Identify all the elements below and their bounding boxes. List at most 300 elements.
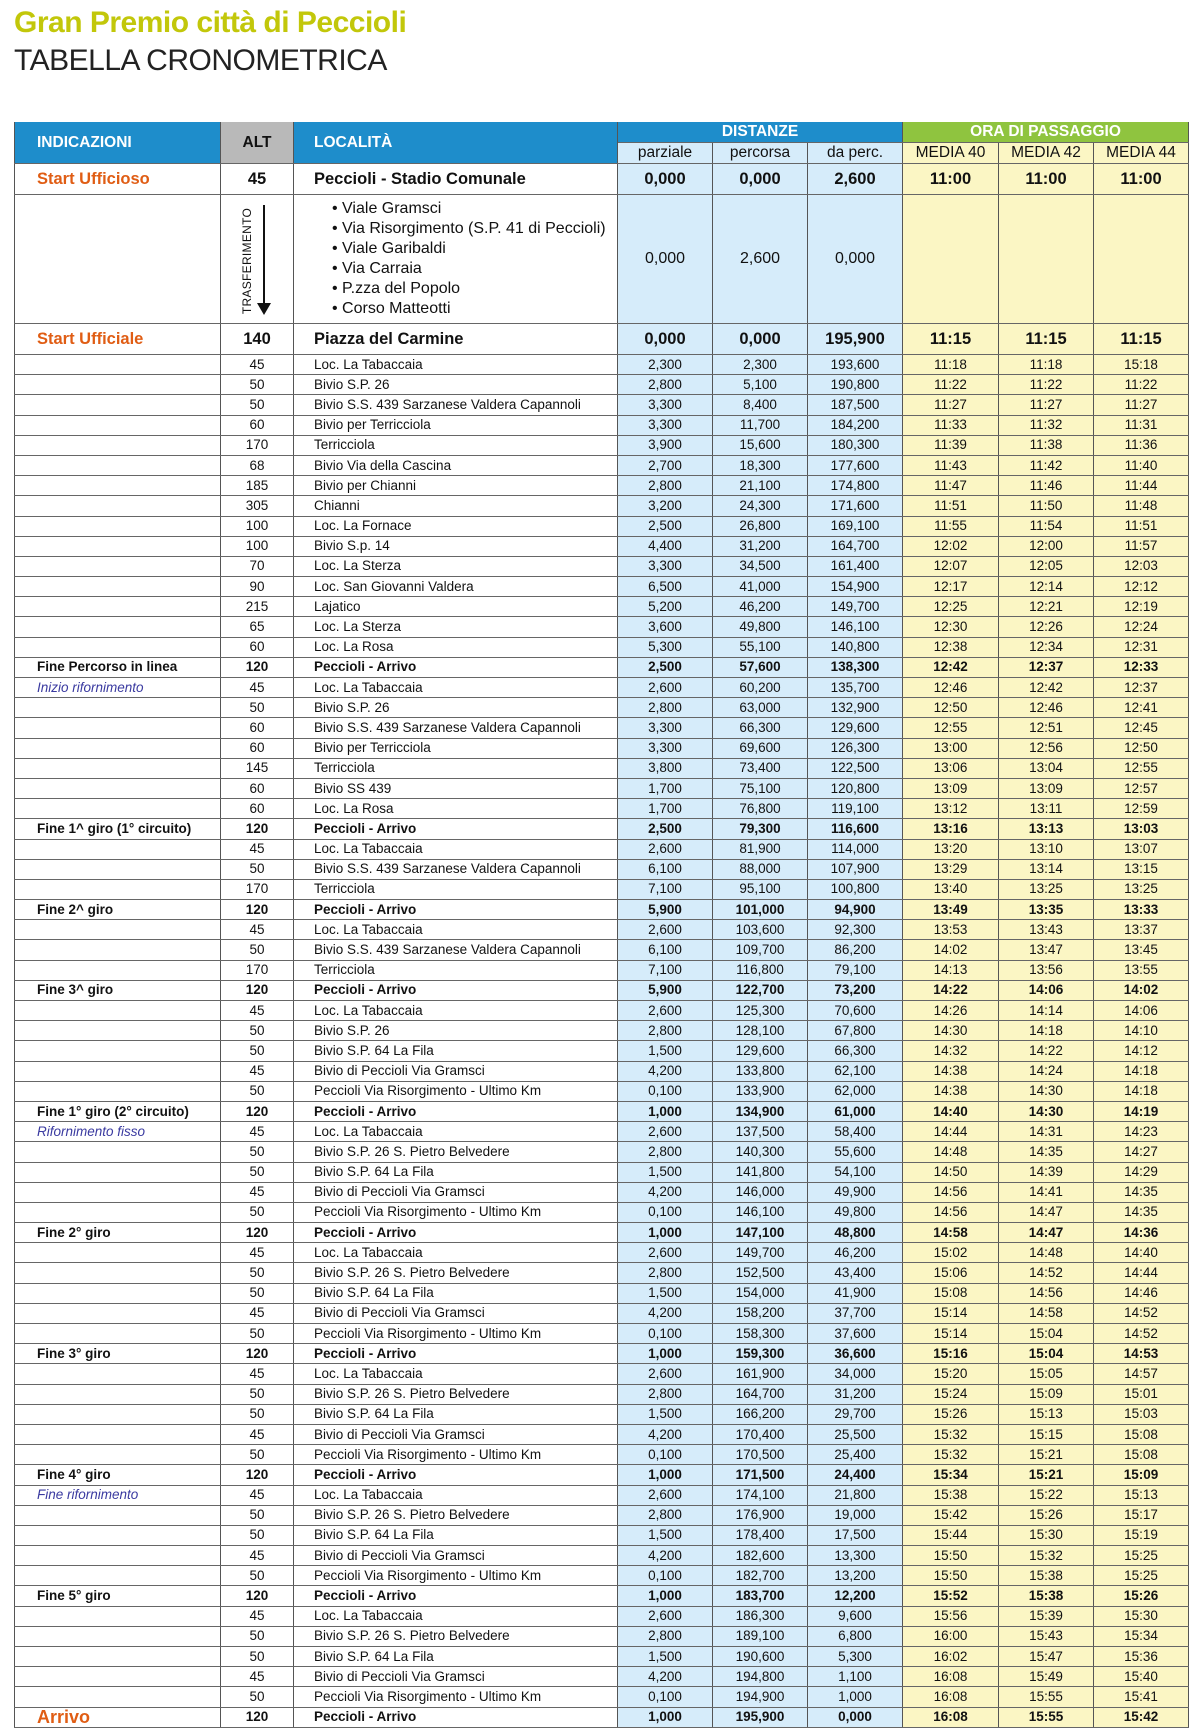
row-indicazione: Inizio rifornimento [15,678,221,698]
row-da-perc: 12,200 [808,1586,903,1606]
row-da-perc: 1,000 [808,1687,903,1707]
row-percorsa: 140,300 [713,1142,808,1162]
row-media-44: 12:31 [1094,637,1189,657]
row-parziale: 3,300 [618,718,713,738]
row-parziale: 2,600 [618,1485,713,1505]
row-localita: Peccioli Via Risorgimento - Ultimo Km [294,1324,618,1344]
row-percorsa: 129,600 [713,1041,808,1061]
row-localita: Peccioli - Arrivo [294,1707,618,1727]
row-localita: Bivio S.P. 26 [294,375,618,395]
row-media-40: 13:12 [903,799,999,819]
table-body [15,164,1189,1728]
row-indicazione [15,1647,221,1667]
table-row [15,1586,1189,1606]
row-alt: 120 [221,1586,294,1606]
row-indicazione: Fine 2° giro [15,1223,221,1243]
row-media-44: 11:57 [1094,536,1189,556]
row-media-42: 12:14 [999,577,1094,597]
row-percorsa: 69,600 [713,738,808,758]
row-alt: 170 [221,960,294,980]
row-parziale: 1,500 [618,1041,713,1061]
row-localita: Bivio Via della Cascina [294,455,618,475]
table-row [15,435,1189,455]
row-alt: 50 [221,1263,294,1283]
row-alt: 50 [221,375,294,395]
row-alt: 45 [221,1364,294,1384]
table-row [15,577,1189,597]
row-media-44: 14:36 [1094,1223,1189,1243]
row-indicazione: Fine 1° giro (2° circuito) [15,1101,221,1121]
row-media-44: 13:25 [1094,879,1189,899]
row-localita: Peccioli - Arrivo [294,900,618,920]
row-media-40: 11:27 [903,395,999,415]
row-media-40: 15:52 [903,1586,999,1606]
transfer-time-empty [903,195,999,324]
row-parziale: 1,700 [618,778,713,798]
row-indicazione: Fine 3^ giro [15,980,221,1000]
row-media-42: 13:43 [999,920,1094,940]
row-localita: Peccioli Via Risorgimento - Ultimo Km [294,1202,618,1222]
row-indicazione [15,1626,221,1646]
row-parziale: 5,200 [618,597,713,617]
row-media-42: 11:38 [999,435,1094,455]
table-row [15,1021,1189,1041]
row-indicazione [15,839,221,859]
row-da-perc: 100,800 [808,879,903,899]
transfer-distance: 0,000 [808,195,903,324]
row-percorsa: 133,800 [713,1061,808,1081]
row-alt: 50 [221,1505,294,1525]
row-alt: 45 [221,1424,294,1444]
row-da-perc: 62,100 [808,1061,903,1081]
table-row [15,799,1189,819]
row-media-44: 14:53 [1094,1344,1189,1364]
row-media-40: 14:02 [903,940,999,960]
row-media-40: 15:56 [903,1606,999,1626]
row-media-44: 14:44 [1094,1263,1189,1283]
table-row [15,455,1189,475]
row-media-44: 11:48 [1094,496,1189,516]
row-media-42: 14:48 [999,1243,1094,1263]
row-parziale: 1,000 [618,1101,713,1121]
row-alt: 45 [221,1303,294,1323]
table-row [15,1122,1189,1142]
row-media-40: 13:20 [903,839,999,859]
row-alt: 45 [221,1606,294,1626]
row-media-42: 12:46 [999,698,1094,718]
row-percorsa: 46,200 [713,597,808,617]
row-parziale: 4,200 [618,1546,713,1566]
row-percorsa: 166,200 [713,1404,808,1424]
row-media-42: 11:46 [999,476,1094,496]
row-media-40: 14:48 [903,1142,999,1162]
row-media-44: 12:50 [1094,738,1189,758]
row-indicazione [15,1546,221,1566]
row-indicazione [15,1061,221,1081]
row-parziale: 0,100 [618,1324,713,1344]
row-localita: Bivio S.P. 26 S. Pietro Belvedere [294,1263,618,1283]
table-row [15,516,1189,536]
row-alt: 45 [221,1122,294,1142]
row-localita: Bivio di Peccioli Via Gramsci [294,1546,618,1566]
row-percorsa: 11,700 [713,415,808,435]
table-row [15,1162,1189,1182]
row-indicazione: Fine rifornimento [15,1485,221,1505]
row-parziale: 1,000 [618,1344,713,1364]
row-parziale: 1,700 [618,799,713,819]
row-media-44: 14:46 [1094,1283,1189,1303]
row-parziale: 2,600 [618,1364,713,1384]
row-indicazione [15,435,221,455]
row-indicazione [15,637,221,657]
row-percorsa: 95,100 [713,879,808,899]
row-alt: 50 [221,1566,294,1586]
row-media-42: 11:15 [999,324,1094,355]
row-da-perc: 161,400 [808,556,903,576]
row-localita: Piazza del Carmine [294,324,618,355]
row-media-42: 13:14 [999,859,1094,879]
row-media-40: 11:33 [903,415,999,435]
row-media-40: 13:53 [903,920,999,940]
row-media-42: 14:31 [999,1122,1094,1142]
row-media-40: 15:32 [903,1445,999,1465]
row-percorsa: 26,800 [713,516,808,536]
table-row [15,1606,1189,1626]
row-alt: 50 [221,1525,294,1545]
row-localita: Loc. La Tabaccaia [294,678,618,698]
row-media-40: 11:55 [903,516,999,536]
row-percorsa: 194,900 [713,1687,808,1707]
row-alt: 45 [221,164,294,195]
row-percorsa: 122,700 [713,980,808,1000]
row-media-40: 11:47 [903,476,999,496]
header-media-42: MEDIA 42 [999,143,1094,164]
transfer-streets [294,195,618,324]
row-localita: Loc. La Tabaccaia [294,1122,618,1142]
row-media-42: 11:22 [999,375,1094,395]
row-media-42: 15:30 [999,1525,1094,1545]
row-media-42: 11:54 [999,516,1094,536]
row-da-perc: 21,800 [808,1485,903,1505]
row-da-perc: 37,700 [808,1303,903,1323]
row-percorsa: 5,100 [713,375,808,395]
row-percorsa: 103,600 [713,920,808,940]
row-percorsa: 34,500 [713,556,808,576]
row-alt: 45 [221,355,294,375]
row-localita: Loc. La Sterza [294,556,618,576]
row-media-44: 15:09 [1094,1465,1189,1485]
row-percorsa: 125,300 [713,1001,808,1021]
row-percorsa: 176,900 [713,1505,808,1525]
row-media-42: 11:00 [999,164,1094,195]
street-item: • Via Carraia [332,259,617,279]
row-localita: Bivio S.S. 439 Sarzanese Valdera Capannoli [294,940,618,960]
row-alt: 50 [221,1021,294,1041]
row-localita: Peccioli - Stadio Comunale [294,164,618,195]
row-localita: Bivio SS 439 [294,778,618,798]
row-parziale: 1,500 [618,1647,713,1667]
table-row [15,1182,1189,1202]
table-row [15,859,1189,879]
row-media-40: 15:14 [903,1303,999,1323]
row-media-44: 15:42 [1094,1707,1189,1727]
row-media-42: 14:47 [999,1202,1094,1222]
row-alt: 305 [221,496,294,516]
row-alt: 170 [221,879,294,899]
row-media-42: 15:13 [999,1404,1094,1424]
row-percorsa: 178,400 [713,1525,808,1545]
table-row [15,1445,1189,1465]
row-alt: 50 [221,1162,294,1182]
row-media-42: 12:56 [999,738,1094,758]
row-localita: Bivio S.p. 14 [294,536,618,556]
row-da-perc: 1,100 [808,1667,903,1687]
row-indicazione [15,1243,221,1263]
row-alt: 60 [221,718,294,738]
row-media-40: 15:34 [903,1465,999,1485]
row-media-40: 11:22 [903,375,999,395]
row-media-44: 13:37 [1094,920,1189,940]
row-indicazione: Fine 1^ giro (1° circuito) [15,819,221,839]
row-media-42: 13:04 [999,758,1094,778]
row-parziale: 3,300 [618,395,713,415]
row-da-perc: 29,700 [808,1404,903,1424]
row-parziale: 3,300 [618,556,713,576]
row-media-44: 13:03 [1094,819,1189,839]
row-media-44: 14:29 [1094,1162,1189,1182]
table-row [15,1303,1189,1323]
table-row [15,698,1189,718]
row-percorsa: 75,100 [713,778,808,798]
row-indicazione [15,799,221,819]
row-media-42: 15:38 [999,1586,1094,1606]
row-indicazione: Start Ufficioso [15,164,221,195]
row-localita: Loc. La Rosa [294,637,618,657]
row-parziale: 2,800 [618,375,713,395]
row-media-44: 12:03 [1094,556,1189,576]
row-alt: 50 [221,1283,294,1303]
row-media-42: 14:47 [999,1223,1094,1243]
row-parziale: 3,200 [618,496,713,516]
table-row [15,1223,1189,1243]
row-da-perc: 9,600 [808,1606,903,1626]
row-parziale: 2,800 [618,1021,713,1041]
table-row [15,1001,1189,1021]
row-media-42: 12:26 [999,617,1094,637]
row-media-42: 15:21 [999,1445,1094,1465]
row-parziale: 3,800 [618,758,713,778]
row-media-42: 15:43 [999,1626,1094,1646]
row-parziale: 2,800 [618,1505,713,1525]
row-da-perc: 174,800 [808,476,903,496]
row-da-perc: 46,200 [808,1243,903,1263]
row-localita: Bivio di Peccioli Via Gramsci [294,1424,618,1444]
row-alt: 70 [221,556,294,576]
row-media-44: 11:51 [1094,516,1189,536]
row-da-perc: 58,400 [808,1122,903,1142]
row-alt: 50 [221,1626,294,1646]
row-localita: Peccioli - Arrivo [294,1101,618,1121]
row-localita: Loc. La Fornace [294,516,618,536]
row-alt: 50 [221,1041,294,1061]
row-localita: Bivio di Peccioli Via Gramsci [294,1182,618,1202]
row-media-44: 14:52 [1094,1324,1189,1344]
row-da-perc: 36,600 [808,1344,903,1364]
row-localita: Bivio S.P. 64 La Fila [294,1283,618,1303]
row-media-42: 13:11 [999,799,1094,819]
row-percorsa: 146,100 [713,1202,808,1222]
row-media-44: 14:02 [1094,980,1189,1000]
table-row [15,476,1189,496]
row-media-42: 14:35 [999,1142,1094,1162]
row-localita: Terricciola [294,879,618,899]
row-media-44: 15:41 [1094,1687,1189,1707]
row-indicazione [15,778,221,798]
row-media-44: 15:30 [1094,1606,1189,1626]
table-row [15,1243,1189,1263]
transfer-distance: 2,600 [713,195,808,324]
row-alt: 45 [221,920,294,940]
table-row [15,1404,1189,1424]
row-media-42: 15:21 [999,1465,1094,1485]
row-media-42: 11:32 [999,415,1094,435]
row-localita: Loc. San Giovanni Valdera [294,577,618,597]
row-da-perc: 49,800 [808,1202,903,1222]
row-percorsa: 116,800 [713,960,808,980]
header-localita: LOCALITÀ [294,122,618,164]
row-parziale: 1,000 [618,1465,713,1485]
row-media-42: 11:27 [999,395,1094,415]
row-alt: 60 [221,738,294,758]
table-row [15,164,1189,195]
row-parziale: 5,900 [618,900,713,920]
row-parziale: 2,600 [618,1243,713,1263]
header-media-40: MEDIA 40 [903,143,999,164]
row-indicazione [15,879,221,899]
table-row [15,637,1189,657]
table-row [15,1667,1189,1687]
row-media-40: 14:38 [903,1061,999,1081]
row-indicazione: Rifornimento fisso [15,1122,221,1142]
row-media-42: 14:24 [999,1061,1094,1081]
row-indicazione [15,920,221,940]
row-media-42: 15:05 [999,1364,1094,1384]
row-media-44: 11:00 [1094,164,1189,195]
row-localita: Terricciola [294,960,618,980]
row-parziale: 1,500 [618,1525,713,1545]
row-localita: Peccioli - Arrivo [294,657,618,677]
row-da-perc: 193,600 [808,355,903,375]
row-percorsa: 182,600 [713,1546,808,1566]
row-da-perc: 17,500 [808,1525,903,1545]
row-localita: Terricciola [294,435,618,455]
row-media-42: 14:30 [999,1101,1094,1121]
row-localita: Bivio S.P. 26 S. Pietro Belvedere [294,1142,618,1162]
row-localita: Loc. La Sterza [294,617,618,637]
table-row [15,1546,1189,1566]
row-media-44: 15:34 [1094,1626,1189,1646]
row-media-42: 13:25 [999,879,1094,899]
row-indicazione [15,1404,221,1424]
row-parziale: 5,900 [618,980,713,1000]
row-media-44: 13:07 [1094,839,1189,859]
row-da-perc: 13,300 [808,1546,903,1566]
row-media-40: 16:08 [903,1707,999,1727]
row-percorsa: 8,400 [713,395,808,415]
row-indicazione [15,1505,221,1525]
row-media-40: 12:02 [903,536,999,556]
row-parziale: 2,800 [618,1142,713,1162]
row-parziale: 1,000 [618,1586,713,1606]
row-da-perc: 184,200 [808,415,903,435]
row-localita: Loc. La Rosa [294,799,618,819]
row-alt: 215 [221,597,294,617]
row-alt: 65 [221,617,294,637]
row-media-40: 15:02 [903,1243,999,1263]
row-alt: 50 [221,1142,294,1162]
row-alt: 100 [221,536,294,556]
row-da-perc: 126,300 [808,738,903,758]
row-indicazione [15,536,221,556]
row-parziale: 2,600 [618,920,713,940]
row-localita: Peccioli - Arrivo [294,1586,618,1606]
row-da-perc: 19,000 [808,1505,903,1525]
row-parziale: 2,800 [618,698,713,718]
row-media-40: 12:42 [903,657,999,677]
row-media-40: 14:13 [903,960,999,980]
street-item: • Corso Matteotti [332,299,617,319]
row-media-44: 13:33 [1094,900,1189,920]
row-alt: 50 [221,698,294,718]
row-media-40: 12:38 [903,637,999,657]
row-media-42: 12:34 [999,637,1094,657]
row-media-44: 12:41 [1094,698,1189,718]
row-parziale: 1,500 [618,1404,713,1424]
row-media-40: 11:51 [903,496,999,516]
row-media-42: 13:13 [999,819,1094,839]
row-percorsa: 146,000 [713,1182,808,1202]
row-localita: Bivio di Peccioli Via Gramsci [294,1667,618,1687]
row-parziale: 0,100 [618,1081,713,1101]
row-media-40: 15:26 [903,1404,999,1424]
row-da-perc: 13,200 [808,1566,903,1586]
row-percorsa: 189,100 [713,1626,808,1646]
row-indicazione [15,496,221,516]
transfer-time-empty [1094,195,1189,324]
row-indicazione [15,1667,221,1687]
row-localita: Loc. La Tabaccaia [294,1606,618,1626]
transfer-distance: 0,000 [618,195,713,324]
row-media-42: 14:41 [999,1182,1094,1202]
row-percorsa: 137,500 [713,1122,808,1142]
row-localita: Loc. La Tabaccaia [294,839,618,859]
row-media-44: 15:01 [1094,1384,1189,1404]
row-da-perc: 122,500 [808,758,903,778]
row-localita: Loc. La Tabaccaia [294,920,618,940]
row-percorsa: 57,600 [713,657,808,677]
row-da-perc: 37,600 [808,1324,903,1344]
header-media-44: MEDIA 44 [1094,143,1189,164]
row-parziale: 4,200 [618,1061,713,1081]
row-parziale: 2,800 [618,1626,713,1646]
row-media-44: 15:19 [1094,1525,1189,1545]
row-media-40: 14:22 [903,980,999,1000]
row-parziale: 1,000 [618,1223,713,1243]
row-parziale: 0,100 [618,1687,713,1707]
row-alt: 145 [221,758,294,778]
table-row [15,1647,1189,1667]
row-alt: 120 [221,1344,294,1364]
